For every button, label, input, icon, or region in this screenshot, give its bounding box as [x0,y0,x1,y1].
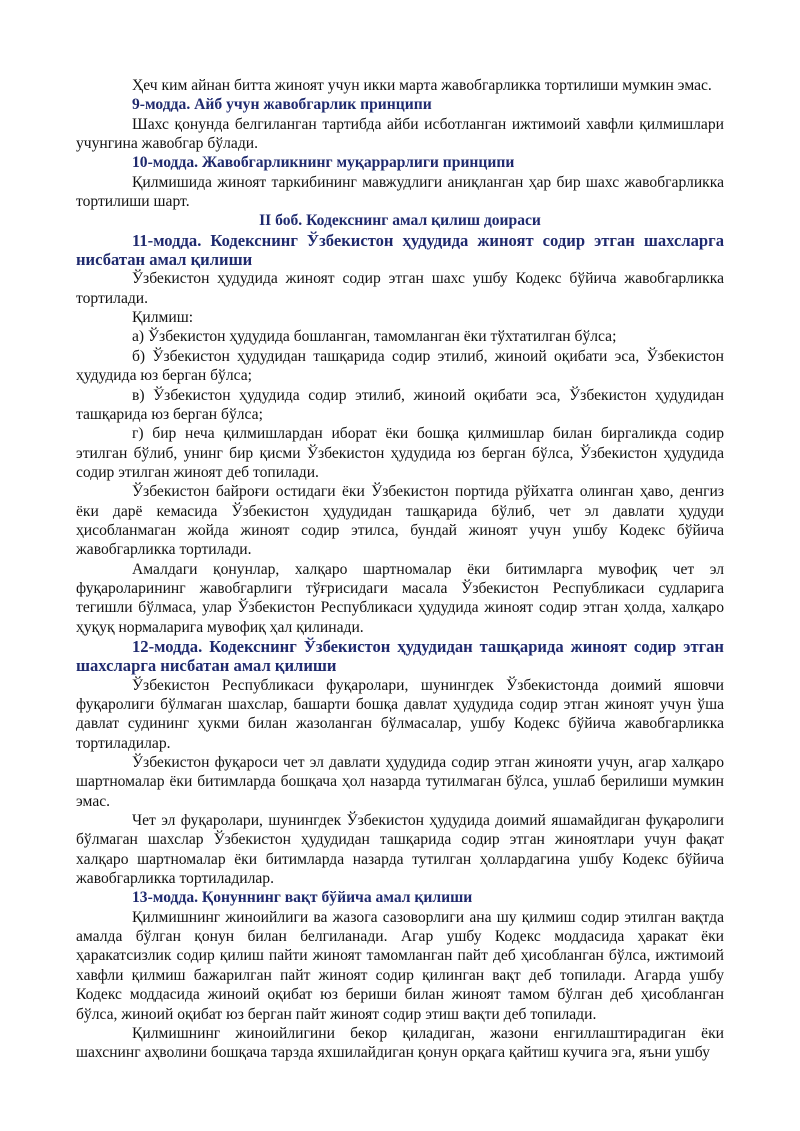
list-item: в) Ўзбекистон ҳудудида содир этилиб, жиноий оқибати эса, Ўзбекистон ҳудудидан ташқарида юз берган бўлса; [76,386,724,423]
paragraph: Чет эл фуқаролари, шунингдек Ўзбекистон ҳудудида доимий яшамайдиган фуқаролиги бўлмаган шахслар Ўзбекистон ҳудудидан ташқарида содир этган жиноятлари учун фақат халқаро шартномалар ёки битимларда назарда тутилган ҳоллардагина ушбу Кодекс бўйича жавобгарликка тортиладилар. [76,812,724,888]
paragraph: Ҳеч ким айнан битта жиноят учун икки марта жавобгарликка тортилиши мумкин эмас. [132,77,712,94]
article-11-heading: 11-модда. Кодекснинг Ўзбекистон ҳудудида жиноят содир этган шахсларга нисбатан амал қилиши [76,230,724,270]
list-item: г) бир неча қилмишлардан иборат ёки бошқа қилмишлар билан биргаликда содир этилган бўлиб, унинг бир қисми Ўзбекистон ҳудудида юз берган бўлса, Ўзбекистон ҳудудида содир этилган жиноят деб топилади. [76,425,724,481]
paragraph: Қилмишнинг жиноийлиги ва жазога сазоворлиги ана шу қилмиш содир этилган вақтда амалда бўлган қонун билан белгиланади. Агар ушбу Кодекс моддасида ҳаракат ёки ҳаракатсизлик содир қилиш пайти жиноят тамомланган пайт деб ҳисобланган бўлса, ижтимоий хавфли қилмиш бажарилган пайт жиноят содир қилинган вақт деб топилади. Агарда ушбу Кодекс моддасида жиноий оқибат юз бериши билан жиноят тамом бўлган деб ҳисобланган бўлса, жиноий оқибат юз берган пайт жиноят содир этиш вақти деб топилади. [76,908,724,1023]
paragraph: Ўзбекистон фуқароси чет эл давлати ҳудудида содир этган жинояти учун, агар халқаро шартномалар ёки битимларда бошқача ҳол назарда тутилмаган бўлса, ушлаб берилиши мумкин эмас. [76,754,724,810]
paragraph: Қилмишида жиноят таркибининг мавжудлиги аниқланган ҳар бир шахс жавобгарликка тортилиши шарт. [76,173,724,211]
article-10-heading: 10-модда. Жавобгарликнинг муқаррарлиги принципи [132,154,515,172]
article-13-heading: 13-модда. Қонуннинг вақт бўйича амал қилиши [132,889,473,907]
paragraph: Ўзбекистон Республикаси фуқаролари, шунингдек Ўзбекистонда доимий яшовчи фуқаролиги бўлмаган шахслар, башарти бошқа давлат ҳудудида содир этган жиноят учун ўша давлат судининг ҳукми билан жазоланган бўлмасалар, ушбу Кодекс бўйича жавобгарликка тортиладилар. [76,676,724,752]
article-9-heading: 9-модда. Айб учун жавобгарлик принципи [132,96,432,114]
chapter-2-heading: II боб. Кодекснинг амал қилиш доираси [259,212,541,230]
paragraph: Шахс қонунда белгиланган тартибда айби исботланган ижтимоий хавфли қилмишлари учунгина жавобгар бўлади. [76,115,724,153]
paragraph: Амалдаги қонунлар, халқаро шартномалар ёки битимларга мувофиқ чет эл фуқароларининг жавобгарлиги тўғрисидаги масала Ўзбекистон Республикаси судларига тегишли бўлмаса, улар Ўзбекистон Республикаси ҳудудида жиноят содир этган ҳолда, халқаро ҳуқуқ нормаларига мувофиқ ҳал қилинади. [76,560,724,636]
paragraph: Ўзбекистон байроғи остидаги ёки Ўзбекистон портида рўйхатга олинган ҳаво, денгиз ёки дарё кемасида Ўзбекистон ҳудудидан ташқарида бўлиб, чет эл давлати ҳудуди ҳисобланмаган жойда жиноят содир этилса, бундай жиноят учун ушбу Кодекс бўйича жавобгарликка тортилади. [76,483,724,559]
paragraph: Ўзбекистон ҳудудида жиноят содир этган шахс ушбу Кодекс бўйича жавобгарликка тортилади. [76,270,724,307]
list-item: а) Ўзбекистон ҳудудида бошланган, тамомланган ёки тўхтатилган бўлса; [132,328,617,346]
document-body [76,76,724,1063]
paragraph: Қилмишнинг жиноийлигини бекор қиладиган, жазони енгиллаштирадиган ёки шахснинг аҳволини бошқача тарзда яхшилайдиган қонун орқага қайтиш кучига эга, яъни ушбу [76,1024,724,1062]
paragraph: Қилмиш: [132,309,194,327]
article-12-heading: 12-модда. Кодекснинг Ўзбекистон ҳудудидан ташқарида жиноят содир этган шахсларга нисбатан амал қилиши [76,636,724,676]
list-item: б) Ўзбекистон ҳудудидан ташқарида содир этилиб, жиноий оқибати эса, Ўзбекистон ҳудудида юз берган бўлса; [76,347,724,385]
